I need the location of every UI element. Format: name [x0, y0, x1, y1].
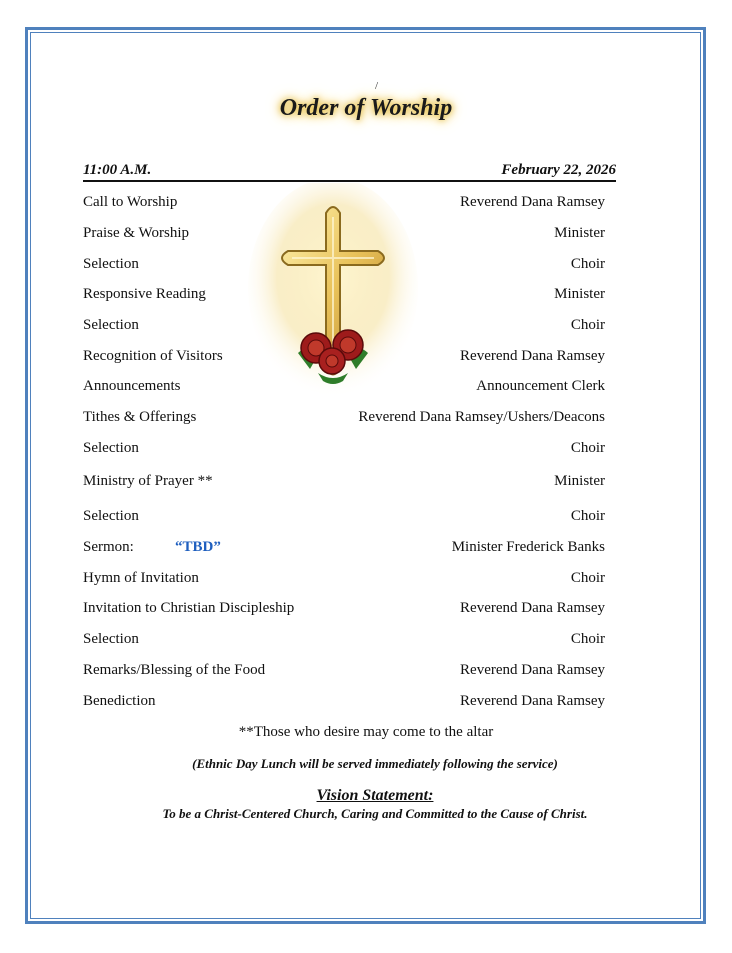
- program-leader: Choir: [570, 317, 605, 333]
- program-row: [83, 317, 605, 337]
- program-item: Tithes & Offerings: [83, 409, 197, 425]
- program-row: [83, 440, 605, 460]
- lunch-note: (Ethnic Day Lunch will be served immediately following the service): [192, 756, 558, 771]
- program-leader: Announcement Clerk: [476, 378, 605, 394]
- program-leader: Reverend Dana Ramsey/Ushers/Deacons: [358, 409, 605, 425]
- program-item: Announcements: [83, 378, 181, 394]
- program-leader: Choir: [570, 508, 605, 524]
- program-item: Selection: [83, 631, 139, 647]
- program-leader: Reverend Dana Ramsey: [460, 662, 605, 678]
- program-item: Remarks/Blessing of the Food: [83, 662, 266, 678]
- program-leader: Minister Frederick Banks: [451, 539, 605, 555]
- program-leader: Minister: [554, 286, 605, 302]
- program-row: [83, 600, 605, 620]
- program-row: [83, 539, 605, 559]
- program-leader: Reverend Dana Ramsey: [460, 348, 605, 364]
- page-title: Order of Worship: [279, 95, 453, 121]
- program-row: [83, 693, 605, 713]
- service-header: [83, 162, 616, 182]
- program-row: [83, 194, 605, 214]
- program-item: Ministry of Prayer **: [83, 473, 213, 489]
- program-row: [83, 570, 605, 590]
- program-item: Call to Worship: [83, 194, 178, 210]
- vision-statement: To be a Christ-Centered Church, Caring and Committed to the Cause of Christ.: [162, 806, 588, 821]
- altar-note: **Those who desire may come to the altar: [238, 724, 494, 740]
- program-row: [83, 409, 605, 429]
- program-leader: Minister: [554, 473, 605, 489]
- program-row: [83, 378, 605, 398]
- program-item: Sermon:: [83, 539, 134, 555]
- program-row: [83, 662, 605, 682]
- program-item: Selection: [83, 440, 139, 456]
- program-row: [83, 225, 605, 245]
- program-leader: Reverend Dana Ramsey: [460, 600, 605, 616]
- program-leader: Choir: [570, 570, 605, 586]
- vision-heading: Vision Statement:: [316, 787, 434, 804]
- program-item: Selection: [83, 256, 139, 272]
- program-leader: Choir: [570, 256, 605, 272]
- program-leader: Choir: [570, 440, 605, 456]
- program-item: Recognition of Visitors: [83, 348, 223, 364]
- service-time: 11:00 A.M.: [83, 162, 152, 178]
- program-row: [83, 286, 605, 306]
- program-row: [83, 348, 605, 368]
- program-item: Responsive Reading: [83, 286, 206, 302]
- program-item: Selection: [83, 317, 139, 333]
- program-item: Invitation to Christian Discipleship: [83, 600, 295, 616]
- program-leader: Minister: [554, 225, 605, 241]
- program-item: Benediction: [83, 693, 156, 709]
- program-row: [83, 473, 605, 493]
- program-item: Selection: [83, 508, 139, 524]
- program-row: [83, 256, 605, 276]
- service-date: February 22, 2026: [501, 162, 616, 178]
- program-row: [83, 508, 605, 528]
- sermon-title: “TBD”: [175, 539, 221, 555]
- program-item: Praise & Worship: [83, 225, 190, 241]
- program-item: Hymn of Invitation: [83, 570, 199, 586]
- program-row: [83, 631, 605, 651]
- tick-mark: /: [375, 80, 379, 92]
- program-leader: Reverend Dana Ramsey: [460, 194, 605, 210]
- program-leader: Reverend Dana Ramsey: [460, 693, 605, 709]
- program-leader: Choir: [570, 631, 605, 647]
